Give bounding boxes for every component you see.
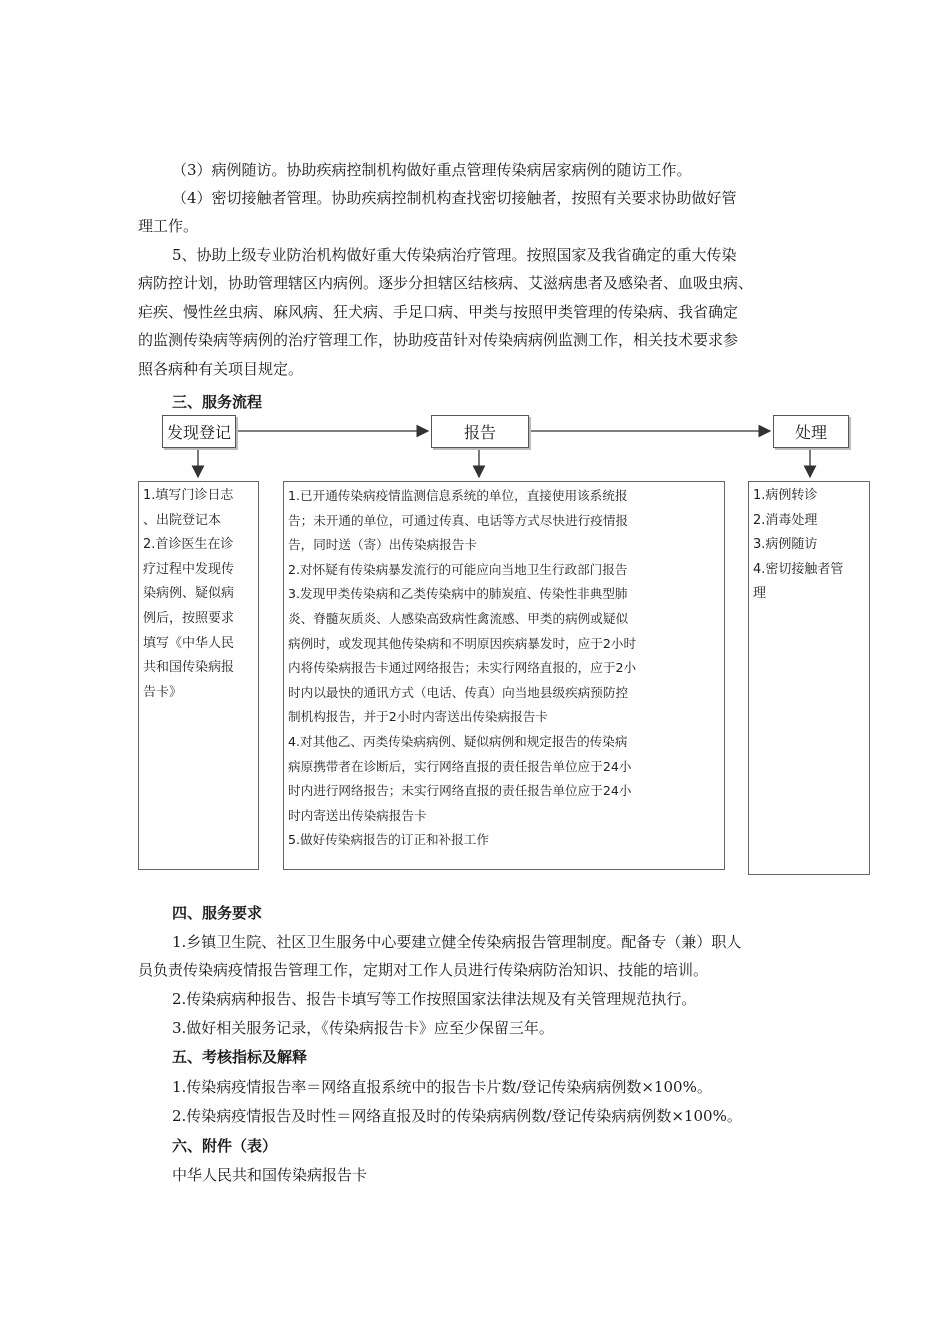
paragraph-contact-management: （4）密切接触者管理。协助疾病控制机构查找密切接触者，按照有关要求协助做好管 (172, 189, 737, 207)
detail-line: 5.做好传染病报告的订正和补报工作 (288, 832, 489, 848)
detail-line: 3.发现甲类传染病和乙类传染病中的肺炭疽、传染性非典型肺 (288, 586, 628, 602)
detail-line: 填写《中华人民 (143, 635, 235, 651)
section-title-service-requirements: 四、服务要求 (172, 904, 263, 922)
indicator-line: 1.传染病疫情报告率＝网络直报系统中的报告卡片数/登记传染病病例数×100%。 (172, 1078, 712, 1096)
detail-line: 2.对怀疑有传染病暴发流行的可能应向当地卫生行政部门报告 (288, 561, 628, 577)
detail-line: 病原携带者在诊断后，实行网络直报的责任报告单位应于24小 (288, 758, 632, 774)
paragraph-major-disease-4: 的监测传染病等病例的治疗管理工作，协助疫苗针对传染病病例监测工作，相关技术要求参 (138, 331, 739, 349)
detail-line: 炎、脊髓灰质炎、人感染高致病性禽流感、甲类的病例或疑似 (288, 610, 629, 626)
detail-line: 、出院登记本 (143, 512, 222, 528)
section-title-assessment: 五、考核指标及解释 (172, 1048, 308, 1066)
paragraph-major-disease-3: 疟疾、慢性丝虫病、麻风病、狂犬病、手足口病、甲类与按照甲类管理的传染病、我省确定 (138, 303, 739, 321)
flow-step-handle: 处理 (773, 415, 849, 448)
requirement-line: 2.传染病病种报告、报告卡填写等工作按照国家法律法规及有关管理规范执行。 (172, 990, 697, 1008)
detail-line: 时内以最快的通讯方式（电话、传真）向当地县级疾病预防控 (288, 684, 629, 700)
section-title-service-flow: 三、服务流程 (172, 393, 263, 411)
attachment-item: 中华人民共和国传染病报告卡 (172, 1166, 368, 1184)
requirement-line: 1.乡镇卫生院、社区卫生服务中心要建立健全传染病报告管理制度。配备专（兼）职人 (172, 933, 742, 951)
detail-line: 病例时，或发现其他传染病和不明原因疾病暴发时，应于2小时 (288, 635, 637, 651)
detail-line: 内将传染病报告卡通过网络报告；未实行网络直报的，应于2小 (288, 660, 637, 676)
paragraph-major-disease-5: 照各病种有关项目规定。 (138, 360, 304, 378)
detail-line: 疗过程中发现传 (143, 561, 235, 577)
detail-line: 时内寄送出传染病报告卡 (288, 807, 427, 823)
indicator-line: 2.传染病疫情报告及时性＝网络直报及时的传染病病例数/登记传染病病例数×100%。 (172, 1107, 742, 1125)
detail-line: 染病例、疑似病 (143, 586, 235, 602)
paragraph-contact-management-cont: 理工作。 (138, 217, 199, 235)
section-title-attachments: 六、附件（表） (172, 1137, 278, 1155)
requirement-line: 3.做好相关服务记录，《传染病报告卡》应至少保留三年。 (172, 1019, 554, 1037)
paragraph-case-followup: （3）病例随访。协助疾病控制机构做好重点管理传染病居家病例的随访工作。 (172, 161, 692, 179)
detail-line: 1.病例转诊 (753, 488, 818, 503)
paragraph-major-disease-2: 病防控计划，协助管理辖区内病例。逐步分担辖区结核病、艾滋病患者及感染者、血吸虫病、 (138, 274, 754, 292)
flow-detail-report (283, 481, 725, 870)
flow-detail-register (138, 481, 259, 870)
detail-line: 制机构报告，并于2小时内寄送出传染病报告卡 (288, 709, 548, 725)
paragraph-major-disease: 5、协助上级专业防治机构做好重大传染病治疗管理。按照国家及我省确定的重大传染 (172, 246, 737, 264)
detail-line: 时内进行网络报告；未实行网络直报的责任报告单位应于24小 (288, 783, 632, 799)
requirement-line: 员负责传染病疫情报告管理工作，定期对工作人员进行传染病防治知识、技能的培训。 (138, 961, 709, 979)
detail-line: 1.填写门诊日志 (143, 488, 234, 503)
detail-line: 理 (753, 586, 767, 602)
flow-step-discover-register: 发现登记 (162, 415, 236, 448)
flow-step-report: 报告 (431, 415, 529, 448)
detail-line: 例后，按照要求 (143, 610, 235, 626)
detail-line: 告，同时送（寄）出传染病报告卡 (288, 537, 477, 553)
detail-line: 4.对其他乙、丙类传染病病例、疑似病例和规定报告的传染病 (288, 733, 628, 749)
detail-line: 3.病例随访 (753, 537, 818, 553)
detail-line: 告卡》 (143, 684, 183, 700)
detail-line: 2.首诊医生在诊 (143, 537, 234, 553)
detail-line: 告；未开通的单位，可通过传真、电话等方式尽快进行疫情报 (288, 512, 629, 528)
detail-line: 1.已开通传染病疫情监测信息系统的单位，直接使用该系统报 (288, 488, 628, 503)
flow-detail-handle (748, 481, 870, 875)
detail-line: 4.密切接触者管 (753, 561, 844, 577)
detail-line: 2.消毒处理 (753, 512, 818, 528)
detail-line: 共和国传染病报 (143, 660, 235, 676)
